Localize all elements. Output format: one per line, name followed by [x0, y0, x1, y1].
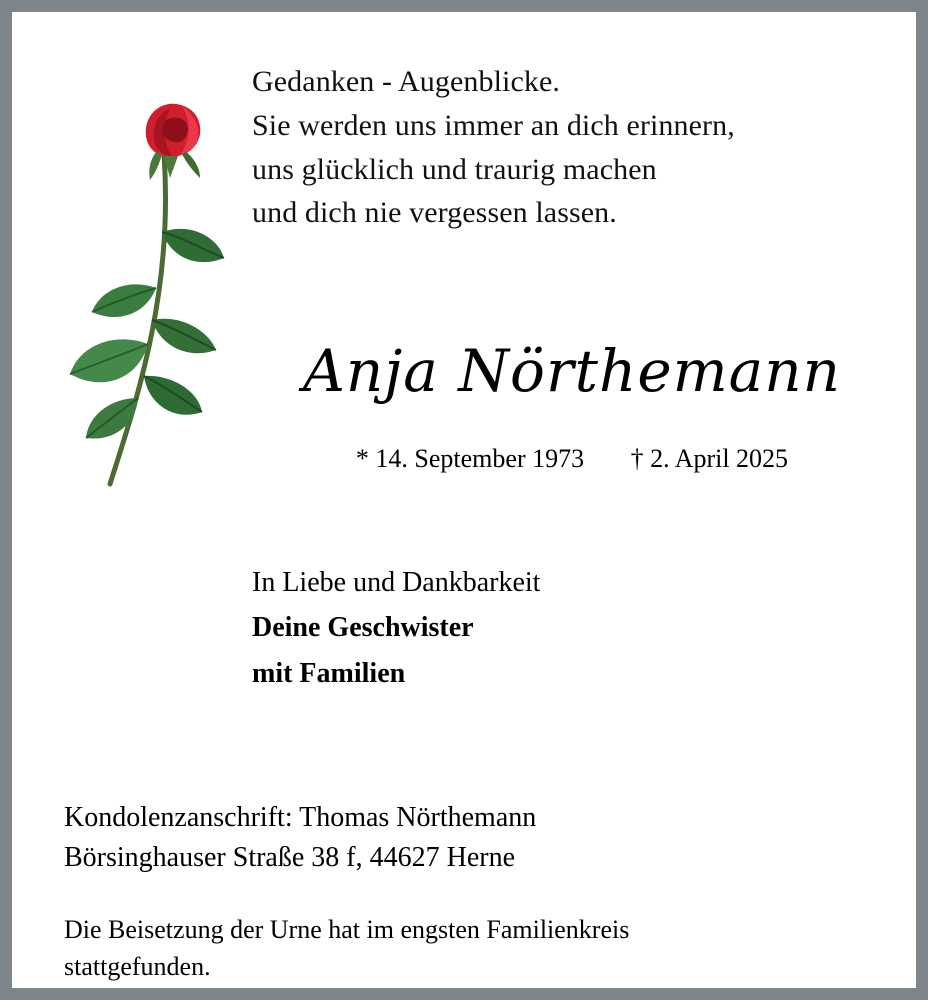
- dedication-line-3: mit Familien: [252, 657, 406, 689]
- notice-line-1: Die Beisetzung der Urne hat im engsten Familienkreis: [64, 915, 630, 944]
- deceased-name: Anja Nörthemann: [303, 337, 841, 405]
- funeral-notice: [64, 912, 914, 986]
- condolence-address: [64, 798, 904, 878]
- verse-text: [252, 60, 902, 235]
- verse-line-2: Sie werden uns immer an dich erinnern,: [252, 108, 735, 142]
- red-rose-with-ivy-icon: [52, 92, 262, 492]
- life-dates: [252, 444, 892, 474]
- dedication-line-2: Deine Geschwister: [252, 612, 474, 644]
- obituary-inner: [12, 12, 916, 988]
- dedication-line-1: In Liebe und Dankbarkeit: [252, 567, 541, 598]
- verse-line-3: uns glücklich und traurig machen: [252, 152, 657, 186]
- condolence-line-2: Börsinghauser Straße 38 f, 44627 Herne: [64, 841, 516, 873]
- condolence-line-1: Kondolenzanschrift: Thomas Nörthemann: [64, 802, 537, 833]
- notice-line-2: stattgefunden.: [64, 951, 211, 981]
- verse-line-4: und dich nie vergessen lassen.: [252, 196, 617, 230]
- verse-line-1: Gedanken - Augenblicke.: [252, 65, 561, 98]
- birth-date: * 14. September 1973: [355, 444, 585, 473]
- dedication-block: [252, 560, 892, 696]
- death-date: † 2. April 2025: [630, 444, 789, 473]
